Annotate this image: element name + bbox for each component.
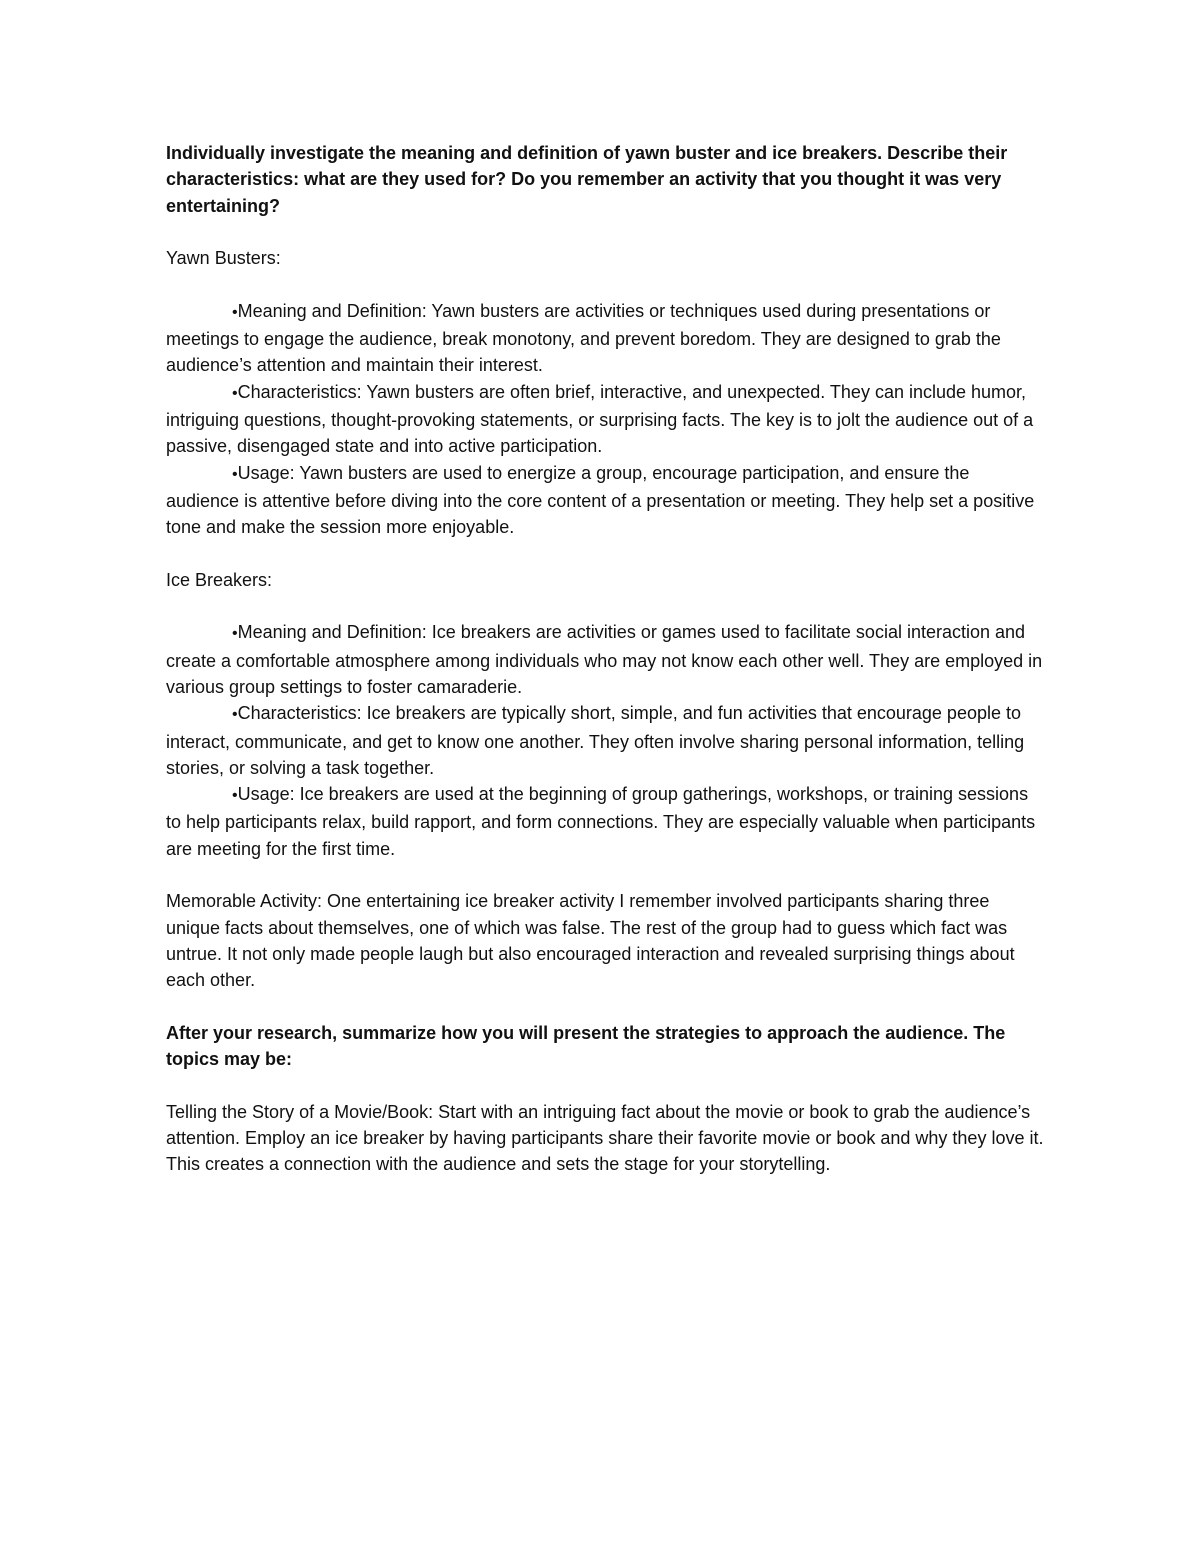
yawn-busters-list [166, 298, 1046, 541]
memorable-activity-paragraph: Memorable Activity: One entertaining ice breaker activity I remember involved participants sharing three unique facts about themselves, one of which was false. The rest of the group had to guess which fact was untrue. It not only made people laugh but also encouraged interaction and revealed surprising things about each other. [166, 891, 1015, 991]
bullet-icon: • [232, 465, 238, 483]
bullet-text: Meaning and Definition: Yawn busters are activities or techniques used during presentations or meetings to engage the audience, break monotony, and prevent boredom. They are designed to grab the audience’s attention and maintain their interest. [166, 300, 1001, 376]
ice-bullet-usage [166, 781, 1046, 862]
bullet-icon: • [232, 706, 238, 724]
bullet-text: Usage: Ice breakers are used at the beginning of group gatherings, workshops, or training sessions to help participants relax, build rapport, and form connections. They are especially valuable when participants are meeting for the first time. [166, 784, 1036, 859]
document-page [166, 140, 1046, 1178]
bullet-text: Meaning and Definition: Ice breakers are activities or games used to facilitate social interaction and create a comfortable atmosphere among individuals who may not know each other well. They are employed in various group settings to foster camaraderie. [166, 622, 1043, 697]
bullet-text: Usage: Yawn busters are used to energize a group, encourage participation, and ensure the audience is attentive before diving into the core content of a presentation or meeting. They help set a positive tone and make the session more enjoyable. [166, 462, 1035, 538]
yawn-bullet-characteristics [166, 379, 1046, 460]
bullet-icon: • [232, 384, 238, 402]
spacer [166, 540, 1046, 566]
yawn-bullet-usage [166, 460, 1046, 541]
ice-bullet-meaning [166, 619, 1046, 700]
yawn-busters-heading: Yawn Busters: [166, 248, 281, 269]
bullet-icon: • [232, 303, 238, 321]
spacer [166, 862, 1046, 888]
bullet-icon: • [232, 625, 238, 643]
ice-breakers-list [166, 619, 1046, 862]
ice-bullet-characteristics [166, 700, 1046, 781]
question-2: After your research, summarize how you will present the strategies to approach the audience. The topics may be: [166, 1022, 1006, 1070]
question-1: Individually investigate the meaning and definition of yawn buster and ice breakers. Describe their characteristics: what are they used for? Do you remember an activity that you thought it was very entertaining? [166, 143, 1008, 216]
bullet-text: Characteristics: Yawn busters are often brief, interactive, and unexpected. They can include humor, intriguing questions, thought-provoking statements, or surprising facts. The key is to jolt the audience out of a passive, disengaged state and into active participation. [166, 381, 1034, 457]
story-paragraph: Telling the Story of a Movie/Book: Start with an intriguing fact about the movie or book to grab the audience’s attention. Employ an ice breaker by having participants share their favorite movie or book and why they love it. This creates a connection with the audience and sets the stage for your storytelling. [166, 1101, 1044, 1175]
bullet-icon: • [232, 787, 238, 805]
yawn-bullet-meaning [166, 298, 1046, 379]
bullet-text: Characteristics: Ice breakers are typically short, simple, and fun activities that encourage people to interact, communicate, and get to know one another. They often involve sharing personal information, telling stories, or solving a task together. [166, 703, 1025, 778]
ice-breakers-heading: Ice Breakers: [166, 569, 273, 590]
